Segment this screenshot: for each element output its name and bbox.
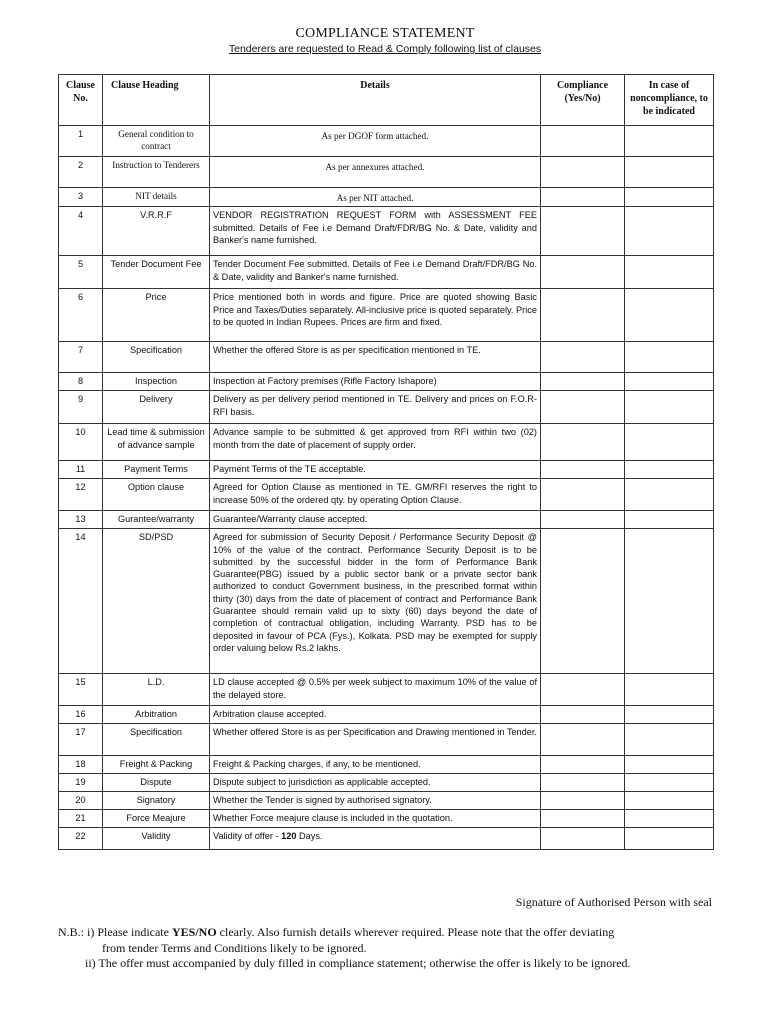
noncompliance-cell[interactable] [625, 424, 714, 461]
noncompliance-cell[interactable] [625, 157, 714, 188]
compliance-cell[interactable] [541, 188, 625, 207]
clause-number: 5 [59, 256, 103, 289]
clause-details: Payment Terms of the TE acceptable. [210, 461, 541, 479]
clause-heading: Option clause [103, 479, 210, 511]
clause-heading: Dispute [103, 774, 210, 792]
table-row [59, 479, 714, 511]
table-row [59, 792, 714, 810]
table-row [59, 126, 714, 157]
clause-heading: L.D. [103, 674, 210, 706]
header-compliance: Compliance (Yes/No) [541, 75, 625, 126]
clause-details: As per NIT attached. [210, 188, 541, 207]
clause-details: Agreed for submission of Security Deposit / Performance Security Deposit @ 10% of the value of the contract. Performance Security Deposit is to be submitted by the successful bidder in the form of Performance Bank Guarantee(PBG) issued by a public sector bank or a private sector bank authorized to conduct Government business, in the prescribed format within thirty (30) days from the date of placement of contract and Performance Bank Guarantee should remain valid up to sixty (60) days beyond the date of completion of contractual obligation, including Warranty. PSD has to be deposited in favour of PCA (Fys.), Kolkata. PSD may be exempted for supply order valuing below Rs.2 lakhs. [210, 529, 541, 674]
compliance-cell[interactable] [541, 157, 625, 188]
clause-heading: Freight & Packing [103, 756, 210, 774]
clause-heading: Force Meajure [103, 810, 210, 828]
compliance-cell[interactable] [541, 126, 625, 157]
signature-label: Signature of Authorised Person with seal [515, 895, 712, 909]
compliance-cell[interactable] [541, 207, 625, 256]
clause-number: 17 [59, 724, 103, 756]
clause-number: 13 [59, 511, 103, 529]
clause-details: Delivery as per delivery period mentioned in TE. Delivery and prices on F.O.R- RFI basis. [210, 391, 541, 424]
table-row [59, 157, 714, 188]
noncompliance-cell[interactable] [625, 706, 714, 724]
noncompliance-cell[interactable] [625, 391, 714, 424]
noncompliance-cell[interactable] [625, 289, 714, 342]
clause-heading: Specification [103, 342, 210, 373]
clause-number: 10 [59, 424, 103, 461]
noncompliance-cell[interactable] [625, 511, 714, 529]
noncompliance-cell[interactable] [625, 461, 714, 479]
clause-heading: General condition to contract [103, 126, 210, 157]
clause-number: 18 [59, 756, 103, 774]
clause-details: Inspection at Factory premises (Rifle Factory Ishapore) [210, 373, 541, 391]
noncompliance-cell[interactable] [625, 810, 714, 828]
clause-heading: Gurantee/warranty [103, 511, 210, 529]
clause-number: 3 [59, 188, 103, 207]
table-row [59, 289, 714, 342]
table-row [59, 256, 714, 289]
compliance-cell[interactable] [541, 256, 625, 289]
header-clause-heading: Clause Heading [103, 75, 210, 126]
clause-number: 14 [59, 529, 103, 674]
clause-heading: Lead time & submission of advance sample [103, 424, 210, 461]
table-row [59, 828, 714, 850]
clause-number: 11 [59, 461, 103, 479]
table-row [59, 391, 714, 424]
compliance-cell[interactable] [541, 511, 625, 529]
clause-number: 19 [59, 774, 103, 792]
clause-heading: Price [103, 289, 210, 342]
compliance-cell[interactable] [541, 810, 625, 828]
note-line-1: N.B.: i) Please indicate YES/NO clearly. Also furnish details wherever required. Please note that the offer deviating [58, 925, 615, 939]
header-noncompliance: In case of noncompliance, to be indicated [625, 75, 714, 126]
table-row [59, 810, 714, 828]
compliance-cell[interactable] [541, 674, 625, 706]
compliance-cell[interactable] [541, 424, 625, 461]
table-row [59, 207, 714, 256]
clause-number: 20 [59, 792, 103, 810]
page-subtitle: Tenderers are requested to Read & Comply following list of clauses [228, 43, 542, 55]
table-row [59, 706, 714, 724]
clause-number: 12 [59, 479, 103, 511]
clause-details: As per DGOF form attached. [210, 126, 541, 157]
clause-details: Advance sample to be submitted & get approved from RFI within two (02) month from the date of placement of supply order. [210, 424, 541, 461]
clause-heading: NIT details [103, 188, 210, 207]
clause-details: VENDOR REGISTRATION REQUEST FORM with ASSESSMENT FEE submitted. Details of Fee i.e Demand Draft/FDR/BG No. & Date, validity and Banker's name furnished. [210, 207, 541, 256]
noncompliance-cell[interactable] [625, 529, 714, 674]
note-line-3: ii) The offer must accompanied by duly filled in compliance statement; otherwise the offer is likely to be ignored. [85, 956, 631, 970]
compliance-cell[interactable] [541, 774, 625, 792]
clause-number: 4 [59, 207, 103, 256]
clause-details: Whether the offered Store is as per specification mentioned in TE. [210, 342, 541, 373]
noncompliance-cell[interactable] [625, 479, 714, 511]
clause-details: Price mentioned both in words and figure. Price are quoted showing Basic Price and Taxes/Duties separately. All-inclusive price is quoted separately. Price to be quoted in Indian Rupees. Prices are firm and fixed. [210, 289, 541, 342]
compliance-cell[interactable] [541, 756, 625, 774]
clause-number: 16 [59, 706, 103, 724]
noncompliance-cell[interactable] [625, 756, 714, 774]
table-row [59, 756, 714, 774]
table-header-row [59, 75, 714, 126]
notes-section [58, 925, 738, 972]
compliance-cell[interactable] [541, 724, 625, 756]
clause-heading: Instruction to Tenderers [103, 157, 210, 188]
compliance-cell[interactable] [541, 373, 625, 391]
clause-heading: Delivery [103, 391, 210, 424]
compliance-cell[interactable] [541, 342, 625, 373]
clause-heading: Tender Document Fee [103, 256, 210, 289]
table-row [59, 188, 714, 207]
clause-heading: V.R.R.F [103, 207, 210, 256]
compliance-table [58, 74, 714, 850]
noncompliance-cell[interactable] [625, 373, 714, 391]
clause-number: 7 [59, 342, 103, 373]
clause-details: As per annexures attached. [210, 157, 541, 188]
clause-details: Validity of offer - 120 Days. [210, 828, 541, 850]
clause-heading: SD/PSD [103, 529, 210, 674]
clause-heading: Inspection [103, 373, 210, 391]
clause-number: 22 [59, 828, 103, 850]
header-clause-no: Clause No. [59, 75, 103, 126]
clause-heading: Arbitration [103, 706, 210, 724]
clause-details: Tender Document Fee submitted. Details of Fee i.e Demand Draft/FDR/BG No. & Date, validity and Banker's name furnished. [210, 256, 541, 289]
clause-heading: Specification [103, 724, 210, 756]
noncompliance-cell[interactable] [625, 342, 714, 373]
clause-number: 6 [59, 289, 103, 342]
noncompliance-cell[interactable] [625, 724, 714, 756]
table-row [59, 424, 714, 461]
noncompliance-cell[interactable] [625, 674, 714, 706]
noncompliance-cell[interactable] [625, 792, 714, 810]
clause-number: 9 [59, 391, 103, 424]
clause-number: 8 [59, 373, 103, 391]
table-row [59, 373, 714, 391]
noncompliance-cell[interactable] [625, 126, 714, 157]
compliance-cell[interactable] [541, 529, 625, 674]
clause-details: Whether offered Store is as per Specification and Drawing mentioned in Tender. [210, 724, 541, 756]
clause-details: Arbitration clause accepted. [210, 706, 541, 724]
clause-details: Freight & Packing charges, if any, to be mentioned. [210, 756, 541, 774]
compliance-cell[interactable] [541, 479, 625, 511]
note-line-2: from tender Terms and Conditions likely to be ignored. [102, 940, 367, 955]
clause-details: Whether the Tender is signed by authorised signatory. [210, 792, 541, 810]
table-row [59, 674, 714, 706]
table-row [59, 774, 714, 792]
noncompliance-cell[interactable] [625, 207, 714, 256]
clause-number: 2 [59, 157, 103, 188]
clause-heading: Validity [103, 828, 210, 850]
clause-number: 21 [59, 810, 103, 828]
noncompliance-cell[interactable] [625, 774, 714, 792]
noncompliance-cell[interactable] [625, 828, 714, 850]
compliance-cell[interactable] [541, 828, 625, 850]
page-title: COMPLIANCE STATEMENT [295, 26, 475, 41]
noncompliance-cell[interactable] [625, 188, 714, 207]
compliance-cell[interactable] [541, 792, 625, 810]
table-row [59, 529, 714, 674]
table-row [59, 461, 714, 479]
table-row [59, 342, 714, 373]
noncompliance-cell[interactable] [625, 256, 714, 289]
header-details: Details [210, 75, 541, 126]
clause-details: Agreed for Option Clause as mentioned in TE. GM/RFI reserves the right to increase 50% of the ordered qty. by operating Option Clause. [210, 479, 541, 511]
clause-details: LD clause accepted @ 0.5% per week subject to maximum 10% of the value of the delayed store. [210, 674, 541, 706]
clause-heading: Signatory [103, 792, 210, 810]
clause-number: 15 [59, 674, 103, 706]
clause-details: Guarantee/Warranty clause accepted. [210, 511, 541, 529]
clause-details: Whether Force meajure clause is included in the quotation. [210, 810, 541, 828]
table-row [59, 724, 714, 756]
compliance-cell[interactable] [541, 289, 625, 342]
compliance-cell[interactable] [541, 391, 625, 424]
table-row [59, 511, 714, 529]
clause-details: Dispute subject to jurisdiction as applicable accepted. [210, 774, 541, 792]
clause-number: 1 [59, 126, 103, 157]
clause-heading: Payment Terms [103, 461, 210, 479]
compliance-cell[interactable] [541, 461, 625, 479]
compliance-cell[interactable] [541, 706, 625, 724]
